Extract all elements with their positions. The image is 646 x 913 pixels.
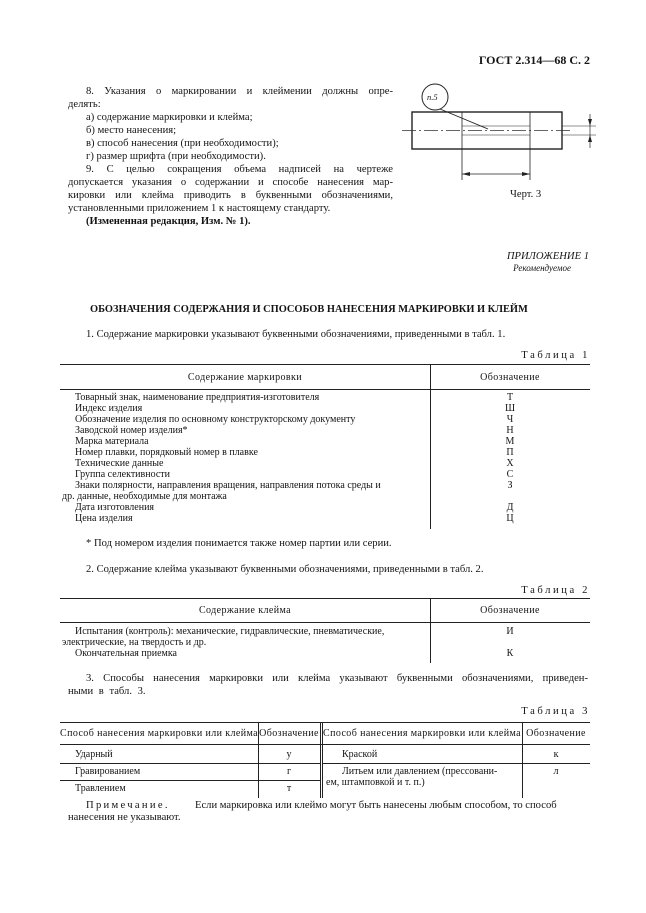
appendix-title: ПРИЛОЖЕНИЕ 1 [506, 251, 589, 262]
table2-header-rule [60, 622, 590, 623]
paragraph-3-line2: ными в табл. 3. [68, 686, 146, 697]
table1-header-code: Обозначение [480, 372, 540, 383]
table-cell-code: Т [506, 392, 514, 403]
list-item: г) размер шрифта (при необходимости). [86, 151, 266, 162]
table-cell-code: т [286, 783, 292, 794]
table-row: Цена изделия [75, 513, 133, 524]
table3-row-rule [60, 780, 320, 781]
table3-top-rule [60, 722, 590, 723]
table-cell-code: М [505, 436, 515, 447]
table1-header-content: Содержание маркировки [187, 372, 303, 383]
note-label: Примечание. [86, 800, 170, 811]
table1-label: Таблица 1 [521, 350, 590, 361]
table1-footnote: * Под номером изделия понимается также номер партии или серии. [86, 538, 392, 549]
table-row: Гравированием [75, 766, 141, 777]
table3-middle-divider-a [320, 722, 321, 798]
paragraph-3-line1: 3. Способы нанесения маркировки или клейма указывают буквенными обозначениями, приведен- [86, 673, 588, 684]
table3-header-code-right: Обозначение [526, 728, 586, 739]
table-cell-code: Ч [506, 414, 514, 425]
table-row: Группа селективности [75, 469, 171, 480]
table-row: Заводской номер изделия* [75, 425, 188, 436]
table3-header-method-left: Способ нанесения маркировки или клейма [60, 728, 258, 739]
table-row: Индекс изделия [75, 403, 143, 414]
table-row: Номер плавки, порядковый номер в плавке [75, 447, 258, 458]
table-row: Испытания (контроль): механические, гидравлические, пневматические, [75, 626, 385, 637]
table-row: Технические данные [75, 458, 164, 469]
paragraph-9-line: 9. С целью сокращения объема надписей на чертеже [86, 164, 393, 175]
section-title: ОБОЗНАЧЕНИЯ СОДЕРЖАНИЯ И СПОСОБОВ НАНЕСЕНИЯ МАРКИРОВКИ И КЛЕЙМ [90, 304, 528, 315]
table-cell-code: у [286, 749, 292, 760]
table-cell-code: к [553, 749, 559, 760]
table-row: Краской [342, 749, 378, 760]
table-cell-code: З [507, 480, 513, 491]
table3-label: Таблица 3 [521, 706, 590, 717]
table2-top-rule [60, 598, 590, 599]
paragraph-9-line: кировки или клейма приводить в буквенными обозначениями, [68, 190, 393, 201]
page-header: ГОСТ 2.314—68 С. 2 [478, 53, 590, 67]
table-cell-code: Н [506, 425, 514, 436]
revision-note: (Измененная редакция, Изм. № 1). [86, 216, 251, 227]
table3-row-rule [322, 763, 590, 764]
list-item: в) способ нанесения (при необходимости); [86, 138, 279, 149]
table-row: Литьем или давлением (прессовани- [342, 766, 498, 777]
table-cell-code: И [506, 626, 514, 637]
table-row: Знаки полярности, направления вращения, направления потока среды и [75, 480, 381, 491]
table1-header-rule [60, 389, 590, 390]
list-item: а) содержание маркировки и клейма; [86, 112, 253, 123]
table-row: Окончательная приемка [75, 648, 177, 659]
table3-header-rule [60, 744, 590, 745]
table-cell-code: Ш [504, 403, 516, 414]
table-row: Обозначение изделия по основному конструкторскому документу [75, 414, 356, 425]
table3-row-rule [60, 763, 320, 764]
table1-top-rule [60, 364, 590, 365]
table-row: Ударный [75, 749, 113, 760]
table2-header-code: Обозначение [480, 605, 540, 616]
table-row-continued: ем, штамповкой и т. п.) [326, 777, 425, 788]
table-cell-code: Ц [506, 513, 514, 524]
paragraph-9-line: установленными приложением 1 к настоящему стандарту. [68, 203, 331, 214]
table-row: Марка материала [75, 436, 149, 447]
paragraph-8-line1: 8. Указания о маркировании и клеймении должны опре- [86, 86, 393, 97]
table-cell-code: Х [506, 458, 514, 469]
table-row-continued: электрические, на твердость и др. [62, 637, 207, 648]
note-line1: Если маркировка или клеймо могут быть нанесены любым способом, то способ [195, 800, 557, 811]
table-cell-code: С [506, 469, 514, 480]
table2-label: Таблица 2 [521, 585, 590, 596]
table-row: Дата изготовления [75, 502, 155, 513]
list-item: б) место нанесения; [86, 125, 177, 136]
table3-header-code-left: Обозначение [259, 728, 319, 739]
table-row-continued: др. данные, необходимые для монтажа [62, 491, 227, 502]
paragraph-1: 1. Содержание маркировки указывают буквенными обозначениями, приведенными в табл. 1. [86, 329, 506, 340]
table2-header-content: Содержание клейма [198, 605, 292, 616]
table-cell-code: К [506, 648, 514, 659]
paragraph-8-line2: делять: [68, 99, 101, 110]
table-row: Травлением [75, 783, 126, 794]
drawing-caption: Черт. 3 [510, 189, 542, 200]
appendix-subtitle: Рекомендуемое [513, 263, 571, 273]
table-row: Товарный знак, наименование предприятия-изготовителя [75, 392, 320, 403]
paragraph-9-line: допускается указания о содержании и способе нанесения мар- [68, 177, 393, 188]
callout-label: п.5 [427, 92, 438, 102]
note-line2: нанесения не указывают. [68, 812, 181, 823]
table3-header-method-right: Способ нанесения маркировки или клейма [323, 728, 521, 739]
table-cell-code: л [553, 766, 559, 777]
table-cell-code: П [506, 447, 514, 458]
table-cell-code: Д [506, 502, 514, 513]
paragraph-2: 2. Содержание клейма указывают буквенными обозначениями, приведенными в табл. 2. [86, 564, 484, 575]
table-cell-code: г [286, 766, 292, 777]
